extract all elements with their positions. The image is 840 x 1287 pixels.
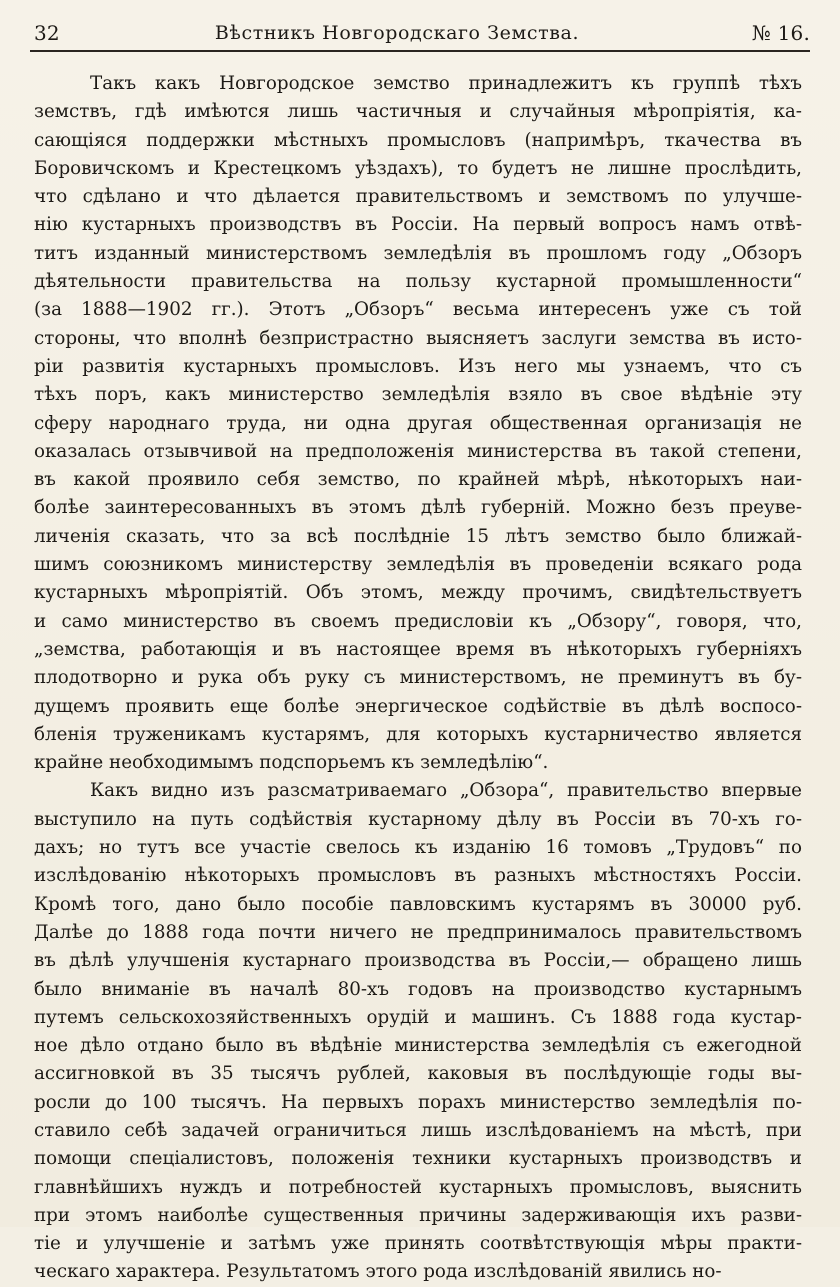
text-line: Какъ видно изъ разсматриваемаго „Обзора“, правительство впервые — [90, 780, 802, 802]
text-line: оказалась отзывчивой на предположенія министерства въ такой степени, — [34, 440, 802, 462]
text-line: въ дѣлѣ улучшенія кустарнаго производства въ Россіи,— обращено лишь — [34, 950, 802, 972]
text-line: (за 1888—1902 гг.). Этотъ „Обзоръ“ весьма интересенъ уже съ той — [34, 299, 802, 321]
text-line: Кромѣ того, дано было пособіе павловскимъ кустарямъ въ 30000 руб. — [34, 893, 802, 915]
text-line: „земства, работающія и въ настоящее время въ нѣкоторыхъ губерніяхъ — [34, 638, 802, 660]
text-line: бленія труженикамъ кустарямъ, для которыхъ кустарничество является — [34, 723, 802, 745]
paragraph — [34, 777, 802, 1286]
text-line: ріи развитія кустарныхъ промысловъ. Изъ него мы узнаемъ, что съ — [34, 355, 802, 377]
page-header — [34, 18, 810, 48]
text-line: путемъ сельскохозяйственныхъ орудій и машинъ. Съ 1888 года кустар- — [34, 1006, 802, 1028]
text-line: было вниманіе въ началѣ 80-хъ годовъ на производство кустарнымъ — [34, 978, 802, 1000]
text-line: Боровичскомъ и Крестецкомъ уѣздахъ), то будетъ не лишне прослѣдить, — [34, 157, 802, 179]
text-line: шимъ союзникомъ министерству земледѣлія въ проведеніи всякаго рода — [34, 554, 802, 576]
text-line: дѣятельности правительства на пользу кустарной промышленности“ — [34, 271, 802, 293]
text-line: ное дѣло отдано было въ вѣдѣніе министерства земледѣлія съ ежегодной — [34, 1035, 802, 1057]
text-line: дущемъ проявить еще болѣе энергическое содѣйствіе въ дѣлѣ воспосо- — [34, 695, 802, 717]
text-line: ассигновкой въ 35 тысячъ рублей, каковыя въ послѣдующіе годы вы- — [34, 1063, 802, 1085]
text-line: выступило на путь содѣйствія кустарному дѣлу въ Россіи въ 70-хъ го- — [34, 808, 802, 830]
text-line: болѣе заинтересованныхъ въ этомъ дѣлѣ губерній. Можно безъ преуве- — [34, 497, 802, 519]
text-line: изслѣдованію нѣкоторыхъ промысловъ въ разныхъ мѣстностяхъ Россіи. — [34, 865, 802, 887]
text-line: при этомъ наиболѣе существенныя причины задерживающія ихъ разви- — [34, 1204, 802, 1226]
paragraph — [34, 70, 802, 777]
journal-title: Вѣстникъ Новгородскаго Земства. — [214, 22, 580, 44]
text-line: Такъ какъ Новгородское земство принадлежитъ къ группѣ тѣхъ — [90, 73, 802, 94]
page-number: 32 — [34, 21, 60, 45]
text-line: сающіяся поддержки мѣстныхъ промысловъ (напримѣръ, ткачества въ — [34, 129, 802, 151]
text-line: что сдѣлано и что дѣлается правительствомъ и земствомъ по улучше- — [34, 186, 802, 208]
text-line: ставило себѣ задачей ограничиться лишь изслѣдованіемъ на мѣстѣ, при — [34, 1119, 802, 1141]
text-line: земствъ, гдѣ имѣются лишь частичныя и случайныя мѣропріятія, ка- — [34, 101, 802, 123]
text-line: Далѣе до 1888 года почти ничего не предпринималось правительствомъ — [34, 921, 802, 943]
text-line: тіе и улучшеніе и затѣмъ уже принять соотвѣтствующія мѣры практи- — [34, 1233, 802, 1255]
text-line: росли до 100 тысячъ. На первыхъ порахъ министерство земледѣлія по- — [34, 1091, 802, 1113]
text-line: стороны, что вполнѣ безпристрастно выясняетъ заслуги земства въ исто- — [34, 327, 802, 349]
text-line: помощи спеціалистовъ, положенія техники кустарныхъ производствъ и — [34, 1148, 802, 1170]
text-line: тѣхъ поръ, какъ министерство земледѣлія взяло въ свое вѣдѣніе эту — [34, 384, 802, 406]
text-line: личенія сказать, что за всѣ послѣдніе 15 лѣтъ земство было ближай- — [34, 525, 802, 547]
issue-number: № 16. — [751, 21, 810, 45]
text-line: въ какой проявило себя земство, по крайней мѣрѣ, нѣкоторыхъ наи- — [34, 469, 802, 491]
text-line: дахъ; но тутъ все участіе свелось къ изданію 16 томовъ „Трудовъ“ по — [34, 837, 802, 859]
text-line: сферу народнаго труда, ни одна другая общественная организація не — [34, 412, 802, 434]
header-rule — [30, 50, 810, 52]
text-line: кустарныхъ мѣропріятій. Объ этомъ, между прочимъ, свидѣтельствуетъ — [34, 582, 802, 604]
article-body — [34, 70, 802, 1287]
text-line: и само министерство въ своемъ предисловіи къ „Обзору“, говоря, что, — [34, 610, 802, 632]
text-line: нію кустарныхъ производствъ въ Россіи. На первый вопросъ намъ отвѣ- — [34, 214, 802, 236]
text-line: плодотворно и рука объ руку съ министерствомъ, не преминутъ въ бу- — [34, 667, 802, 689]
text-line: главнѣйшихъ нуждъ и потребностей кустарныхъ промысловъ, выяснить — [34, 1176, 802, 1198]
text-line: титъ изданный министерствомъ земледѣлія въ прошломъ году „Обзоръ — [34, 242, 802, 264]
text-line: ческаго характера. Результатомъ этого рода изслѣдованій явились но- — [34, 1261, 722, 1283]
text-line: крайне необходимымъ подспорьемъ къ земледѣлію“. — [34, 752, 549, 774]
